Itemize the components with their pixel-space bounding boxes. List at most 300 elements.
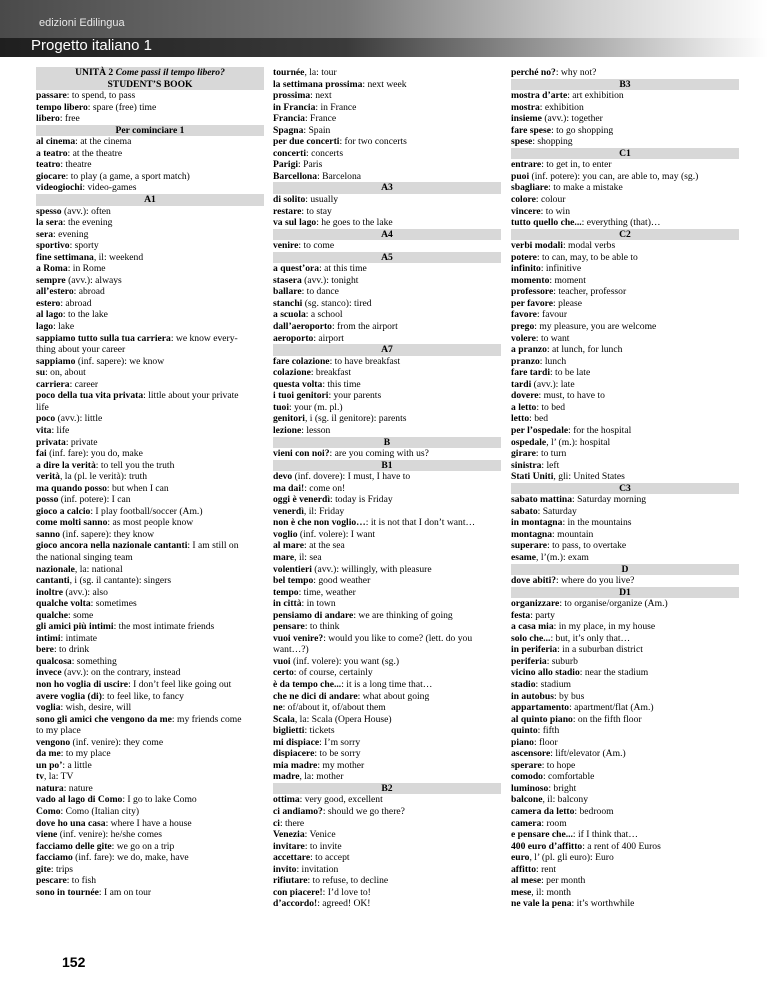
entry-term: Parigi [273,159,299,171]
glossary-entry [511,864,739,876]
glossary-entry [511,437,739,449]
glossary-entry [36,564,264,576]
entry-definition: : a rent of 400 Euros [582,840,661,852]
glossary-entry [273,540,501,552]
entry-definition: : what about going [357,690,430,702]
glossary-column-3 [511,67,739,910]
entry-definition: : to stay [301,205,332,217]
entry-definition: (avv.): tonight [301,274,359,286]
entry-term: che ne dici di andare [273,690,358,702]
entry-term: letto [511,413,530,425]
glossary-entry [36,425,264,437]
entry-term: montagna [511,528,553,540]
glossary-entry [273,841,501,853]
glossary-entry [273,656,501,668]
entry-definition: : we go on a trip [111,840,175,852]
section-heading: C3 [511,483,739,495]
entry-term: madre [273,771,300,783]
entry-definition: , l’(m.): exam [536,551,589,563]
glossary-entry [273,367,501,379]
glossary-entry [511,136,739,148]
glossary-entry [273,725,501,737]
glossary-entry [273,598,501,610]
entry-definition: : everything (that)… [581,217,661,229]
glossary-entry [273,379,501,391]
entry-term: nazionale [36,563,75,575]
entry-term: girare [511,448,536,460]
entry-definition: : today is Friday [330,494,393,506]
glossary-entry [36,275,264,287]
entry-definition: : career [69,378,99,390]
entry-definition: : good weather [313,575,371,587]
entry-definition: : but when I can [106,482,169,494]
glossary-entry [273,113,501,125]
section-heading: A4 [273,229,501,241]
entry-term: fai [36,448,47,460]
entry-term: all’estero [36,286,74,298]
glossary-entry [36,875,264,887]
entry-term: per l’ospedale [511,424,569,436]
glossary-entry [511,679,739,691]
entry-definition: : exhibition [539,101,584,113]
entry-term: certo [273,667,294,679]
glossary-entry [511,471,739,483]
entry-term: sappiamo tutto sulla tua carriera [36,332,171,344]
entry-definition: : Venice [304,829,336,841]
glossary-entry [36,321,264,333]
glossary-entry [511,402,739,414]
glossary-entry [273,852,501,864]
entry-definition: : it is a long time that… [341,678,433,690]
entry-definition: , la: national [74,563,123,575]
section-heading: C2 [511,229,739,241]
entry-term: esame [511,551,537,563]
glossary-entry [511,102,739,114]
entry-term: prego [511,321,535,333]
glossary-entry [273,298,501,310]
entry-definition: : evening [53,228,89,240]
entry-definition: : life [51,424,70,436]
entry-term: al cinema [36,136,76,148]
glossary-entry [36,829,264,841]
entry-definition: : I am still on [187,540,239,552]
entry-definition: : lake [53,321,75,333]
entry-term: mostra [511,101,540,113]
entry-definition: : moment [549,274,586,286]
entry-definition: : he goes to the lake [316,217,393,229]
entry-definition: (inf. sapere): they know [60,528,155,540]
entry-term: estero [36,297,61,309]
entry-term: vieni con noi? [273,448,330,460]
entry-term: poco della tua vita privata [36,390,144,402]
entry-term: lago [36,321,54,333]
entry-definition: : private [65,436,98,448]
glossary-entry [511,875,739,887]
entry-term: professore [511,286,554,298]
entry-definition: : to have breakfast [329,355,401,367]
glossary-entry [273,517,501,529]
glossary-entry [511,182,739,194]
glossary-entry [273,633,501,645]
entry-term: ballare [273,286,302,298]
entry-definition: : to drink [53,644,90,656]
entry-definition: : to hope [541,759,576,771]
glossary-entry [273,621,501,633]
glossary-entry [511,598,739,610]
entry-definition: : left [541,459,560,471]
glossary-entry [273,737,501,749]
entry-term: organizzare [511,598,560,610]
glossary-entry [36,483,264,495]
entry-term: luminoso [511,782,549,794]
glossary-entry [273,79,501,91]
entry-term: videogiochi [36,182,83,194]
entry-term: Venezia [273,829,305,841]
glossary-entry [36,90,264,102]
entry-definition: , il: sea [294,551,322,563]
glossary-entry [273,887,501,899]
entry-term: balcone [511,794,543,806]
glossary-entry [511,887,739,899]
entry-term: spese [511,136,533,148]
glossary-entry [36,494,264,506]
glossary-entry [273,148,501,160]
section-heading: B3 [511,79,739,91]
entry-definition: : to refuse, to decline [307,875,389,887]
entry-term: fare colazione [273,355,330,367]
entry-definition: : little about your private [143,390,239,402]
entry-definition: : for two concerts [339,136,407,148]
glossary-entry [511,333,739,345]
glossary-entry [511,852,739,864]
entry-term: tempo [273,586,299,598]
glossary-entry [36,702,264,714]
entry-definition: : this time [322,378,361,390]
glossary-entry [36,794,264,806]
entry-term: ascensore [511,748,551,760]
glossary-entry [511,540,739,552]
entry-definition: : to tell you the truth [95,459,175,471]
entry-term: ospedale [511,436,547,448]
glossary-entry [273,875,501,887]
glossary-entry [273,136,501,148]
entry-definition: , il: Friday [303,505,345,517]
glossary-entry [511,760,739,772]
entry-term: vado al lago di Como [36,794,123,806]
entry-definition: : your parents [328,390,382,402]
entry-term: genitori [273,413,305,425]
entry-term: devo [273,471,293,483]
book-section-heading: STUDENT’S BOOK [36,79,264,91]
entry-term: sinistra [511,459,542,471]
glossary-entry [36,529,264,541]
entry-term: non è che non voglio… [273,517,366,529]
entry-definition: : modal verbs [562,240,616,252]
entry-definition: : I don’t feel like going out [128,678,232,690]
glossary-entry [273,471,501,483]
glossary-entry [273,529,501,541]
glossary-entry [36,460,264,472]
glossary-entry [511,413,739,425]
entry-definition: : next [310,90,332,102]
entry-definition: , la (pl. le verità): truth [59,471,148,483]
glossary-entry [273,402,501,414]
entry-term: cantanti [36,575,70,587]
section-heading: A1 [36,194,264,206]
glossary-entry [511,783,739,795]
glossary-entry [36,852,264,864]
glossary-entry [36,587,264,599]
entry-definition: : to accept [310,852,350,864]
entry-definition: : intimate [60,632,98,644]
entry-definition: (avv.): together [541,113,603,125]
entry-term: restare [273,205,302,217]
entry-term: Barcellona [273,170,318,182]
entry-term: perché no? [511,67,556,78]
entry-definition: : to spend, to pass [66,90,136,102]
glossary-entry [511,794,739,806]
entry-definition: : bright [548,782,577,794]
entry-term: tempo libero [36,101,88,113]
entry-term: potere [511,251,537,263]
entry-definition: : Spain [303,124,331,136]
glossary-entry [36,333,264,345]
entry-term: a casa mia [511,621,554,633]
entry-definition: : abroad [60,297,92,309]
entry-term: pensare [273,621,305,633]
entry-definition: : video-games [82,182,137,194]
entry-definition: : teacher, professor [553,286,627,298]
entry-term: spesso [36,205,62,217]
entry-definition: : room [541,817,567,829]
entry-definition: (avv.): often [61,205,111,217]
glossary-entry [511,806,739,818]
entry-definition: : I am on tour [98,886,152,898]
entry-definition: (inf. fare): we do, make, have [72,852,189,864]
glossary-column-2 [273,67,501,910]
entry-definition: : suburb [546,655,578,667]
glossary-entry [273,483,501,495]
page-header [0,0,768,58]
section-heading: Per cominciare 1 [36,125,264,137]
entry-definition: : at this time [319,263,367,275]
glossary-entry [511,621,739,633]
glossary-entry [36,252,264,264]
glossary-entry [511,240,739,252]
glossary-entry [511,356,739,368]
entry-term: camera [511,817,542,829]
entry-definition: : of course, certainly [293,667,373,679]
entry-definition: : spare (free) time [87,101,157,113]
glossary-entry [273,67,501,79]
entry-definition: : invitation [296,863,339,875]
entry-definition: : where I have a house [105,817,192,829]
entry-term: non ho voglia di uscire [36,678,129,690]
entry-term: a letto [511,401,537,413]
entry-term: sempre [36,274,66,286]
entry-term: la settimana prossima [273,78,363,90]
entry-definition: : to the lake [62,309,108,321]
entry-definition: : a school [305,309,343,321]
glossary-entry [511,656,739,668]
entry-term: prossima [273,90,311,102]
glossary-entry [273,818,501,830]
glossary-entry [36,136,264,148]
glossary-entry [36,113,264,125]
entry-definition: : next week [362,78,407,90]
glossary-entry [511,691,739,703]
glossary-entry [511,714,739,726]
entry-definition: : infinitive [540,263,582,275]
glossary-entry [273,206,501,218]
glossary-entry [273,552,501,564]
glossary-entry [36,367,264,379]
entry-term: facciamo delle gite [36,840,112,852]
entry-definition: : on, about [45,367,86,379]
entry-term: fare tardi [511,367,550,379]
glossary-entry [273,448,501,460]
entry-definition: : art exhibition [567,90,624,102]
entry-term: sbagliare [511,182,549,194]
entry-definition: : my friends come [171,713,242,725]
entry-definition: : come on! [304,482,346,494]
unit-title: Come passi il tempo libero? [115,67,225,78]
entry-term: insieme [511,113,542,125]
glossary-entry-continuation: life [36,401,49,413]
entry-term: solo che... [511,632,551,644]
glossary-entry [511,748,739,760]
entry-term: sportivo [36,240,70,252]
glossary-entry [36,286,264,298]
entry-definition: : apartment/flat (Am.) [569,702,654,714]
entry-definition: : in town [301,598,336,610]
entry-definition: : to dance [301,286,339,298]
entry-term: da me [36,748,61,760]
entry-definition: (inf. fare): you do, make [46,448,143,460]
glossary-entry [511,506,739,518]
entry-definition: : free [59,113,80,125]
entry-definition: : tickets [304,725,335,737]
glossary-entry [273,794,501,806]
glossary-entry [36,691,264,703]
entry-definition: : from the airport [331,321,398,333]
entry-term: favore [511,309,537,321]
glossary-entry [511,575,739,587]
entry-definition: : floor [533,736,558,748]
entry-definition: : sporty [69,240,99,252]
entry-definition: : lesson [301,424,331,436]
glossary-entry [511,321,739,333]
entry-definition: : fifth [537,725,560,737]
entry-term: tardi [511,378,532,390]
entry-term: entrare [511,159,542,171]
entry-term: fine settimana [36,251,94,263]
glossary-entry [273,425,501,437]
entry-term: su [36,367,46,379]
entry-definition: : as most people know [107,517,194,529]
glossary-entry [36,437,264,449]
entry-definition: : at the sea [304,540,345,552]
glossary-entry [511,702,739,714]
entry-definition: , il: balcony [542,794,589,806]
glossary-entry [273,171,501,183]
section-heading: A3 [273,182,501,194]
entry-definition: : airport [313,332,344,344]
entry-definition: : breakfast [310,367,352,379]
glossary-entry-continuation: to my place [36,725,81,737]
unit-heading [36,67,264,79]
entry-term: bere [36,644,54,656]
entry-definition: : to be sorry [314,748,361,760]
glossary-entry [36,240,264,252]
glossary-entry [36,644,264,656]
entry-term: ne vale la pena [511,898,572,910]
entry-definition: : comfortable [542,771,595,783]
entry-term: qualche [36,609,68,621]
glossary-entry [273,390,501,402]
entry-term: ci [273,817,280,829]
entry-term: venire [273,240,299,252]
publisher-name: edizioni Edilingua [39,17,125,29]
entry-term: colore [511,194,536,206]
entry-term: biglietti [273,725,305,737]
glossary-entry [273,413,501,425]
entry-definition: : Como (Italian city) [60,806,140,817]
entry-term: ma quando posso [36,482,107,494]
glossary-entry [36,575,264,587]
entry-definition: : to feel like, to fancy [101,690,184,702]
entry-term: tutto quello che... [511,217,582,229]
entry-definition: : to win [540,205,570,217]
entry-term: d’accordo! [273,898,318,910]
entry-term: al lago [36,309,63,321]
glossary-entry-continuation: thing about your career [36,344,126,356]
entry-definition: , la: Scala (Opera House) [294,713,392,725]
entry-term: dall’aeroporto [273,321,332,333]
entry-term: mi dispiace [273,736,320,748]
entry-definition: : something [71,655,117,667]
entry-term: a teatro [36,147,68,159]
entry-definition: , la: tour [304,67,337,78]
entry-term: in montagna [511,517,563,529]
glossary-entry [511,206,739,218]
glossary-entry [511,309,739,321]
entry-definition: , il: weekend [93,251,144,263]
entry-definition: : to think [304,621,340,633]
unit-number: UNITÀ 2 [75,67,114,78]
entry-definition: : nature [63,782,93,794]
entry-definition: : on the fifth floor [572,713,642,725]
entry-definition: : a little [62,759,92,771]
entry-term: sappiamo [36,355,76,367]
entry-definition: : your (m. pl.) [289,401,343,413]
entry-definition: (inf. potere): you can, are able to, may (sg.) [529,170,699,182]
entry-term: stasera [273,274,302,286]
glossary-entry [36,356,264,368]
glossary-entry [36,298,264,310]
glossary-entry [511,725,739,737]
glossary-entry [36,737,264,749]
entry-definition: : bedroom [574,806,614,817]
glossary-entry [511,286,739,298]
entry-definition: : my mother [317,759,365,771]
book-title: Progetto italiano 1 [31,37,152,54]
entry-term: ci andiamo? [273,806,323,817]
entry-term: tuoi [273,401,289,413]
entry-term: è da tempo che... [273,678,342,690]
glossary-entry [36,818,264,830]
entry-term: momento [511,274,550,286]
